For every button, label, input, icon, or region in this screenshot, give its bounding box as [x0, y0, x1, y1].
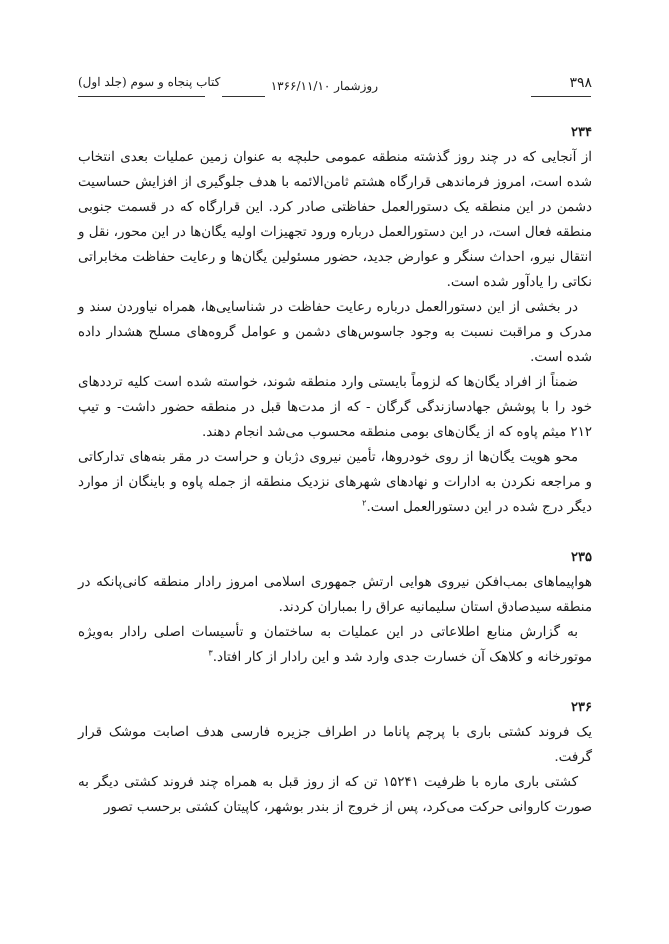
paragraph: کشتی باری ماره با ظرفیت ۱۵۲۴۱ تن که از روز قبل به همراه چند فروند کشتی دیگر به صورت کاروانی حرکت می‌کرد، پس از خروج از بندر بوشهر، کاپیتان کشتی برحسب تصور: [78, 775, 592, 815]
entry-number: ۲۳۵: [571, 550, 592, 565]
paragraph-text: به گزارش منابع اطلاعاتی در این عملیات به ساختمان و تأسیسات اصلی رادار به‌ویژه موتورخانه و کلاهک آن خسارت جدی وارد شد و این رادار از کار افتاد.: [78, 625, 592, 665]
paragraph-text: محو هویت یگان‌ها از روی خودروها، تأمین نیروی دژبان و حراست در مقر بنه‌های تدارکاتی و مراجعه نکردن به ادارات و نهادهای شهرهای نزدیک منطقه از جمله پاوه و باینگان از موارد دیگر درج شده در این دستورالعمل است.: [78, 450, 592, 515]
footnote-mark: ۳: [208, 648, 213, 658]
paragraph: از آنجایی که در چند روز گذشته منطقه عمومی حلبچه به عنوان زمین عملیات بعدی انتخاب شده است، امروز فرماندهی قرارگاه هشتم ثامن‌الائمه با هدف جلوگیری از افزایش حساسیت دشمن در این منطقه یک دستورالعمل حفاظتی صادر کرد. این قرارگاه که در قسمت جنوبی منطقه فعال است، در این دستورالعمل درباره ورود تجهیزات اولیه یگان‌ها در این محور، نقل و انتقال نیرو، احداث سنگر و عوارض جدید، حضور مسئولین یگان‌ها و رعایت حفاظت مخابراتی نکاتی را یادآور شده است.: [78, 150, 592, 290]
header-rule: [531, 96, 591, 97]
entry-number: ۲۳۶: [571, 700, 592, 715]
paragraph: یک فروند کشتی باری با پرچم پاناما در اطراف جزیره فارسی هدف اصابت موشک قرار گرفت.: [78, 725, 592, 765]
running-header: [78, 74, 592, 96]
paragraph: در بخشی از این دستورالعمل درباره رعایت حفاظت در شناسایی‌ها، همراه نیاوردن سند و مدرک و مراقبت نسبت به وجود جاسوس‌های دشمن و عوامل گروه‌های مسلح هشدار داده شده است.: [78, 300, 592, 365]
entry-235: [78, 545, 592, 670]
paragraph: ضمناً از افراد یگان‌ها که لزوماً بایستی وارد منطقه شوند، خواسته شده است کلیه ترددهای خود را با پوشش جهادسازندگی گرگان - که از مدت‌ها قبل در منطقه حضور داشت- و تیپ ۲۱۲ میثم پاوه که از یگان‌های بومی منطقه محسوب می‌شد انجام دهند.: [78, 375, 592, 440]
header-rule: [222, 96, 265, 97]
entry-236: [78, 695, 592, 820]
header-rule: [78, 96, 205, 97]
page-number: ۳۹۸: [569, 75, 592, 91]
entry-gap: [78, 670, 592, 695]
header-date: روزشمار ۱۳۶۶/۱۱/۱۰: [270, 79, 378, 93]
entry-gap: [78, 520, 592, 545]
paragraph: هواپیماهای بمب‌افکن نیروی هوایی ارتش جمهوری اسلامی امروز رادار منطقه کانی‌پانکه در منطقه سیدصادق استان سلیمانیه عراق را بمباران کردند.: [78, 575, 592, 615]
paragraph: [78, 445, 592, 520]
header-book-title: کتاب پنجاه و سوم (جلد اول): [78, 75, 221, 89]
entry-number: ۲۳۴: [571, 125, 592, 140]
paragraph: [78, 620, 592, 670]
entry-234: [78, 120, 592, 520]
footnote-mark: ۲: [362, 498, 367, 508]
document-body: [78, 120, 592, 820]
